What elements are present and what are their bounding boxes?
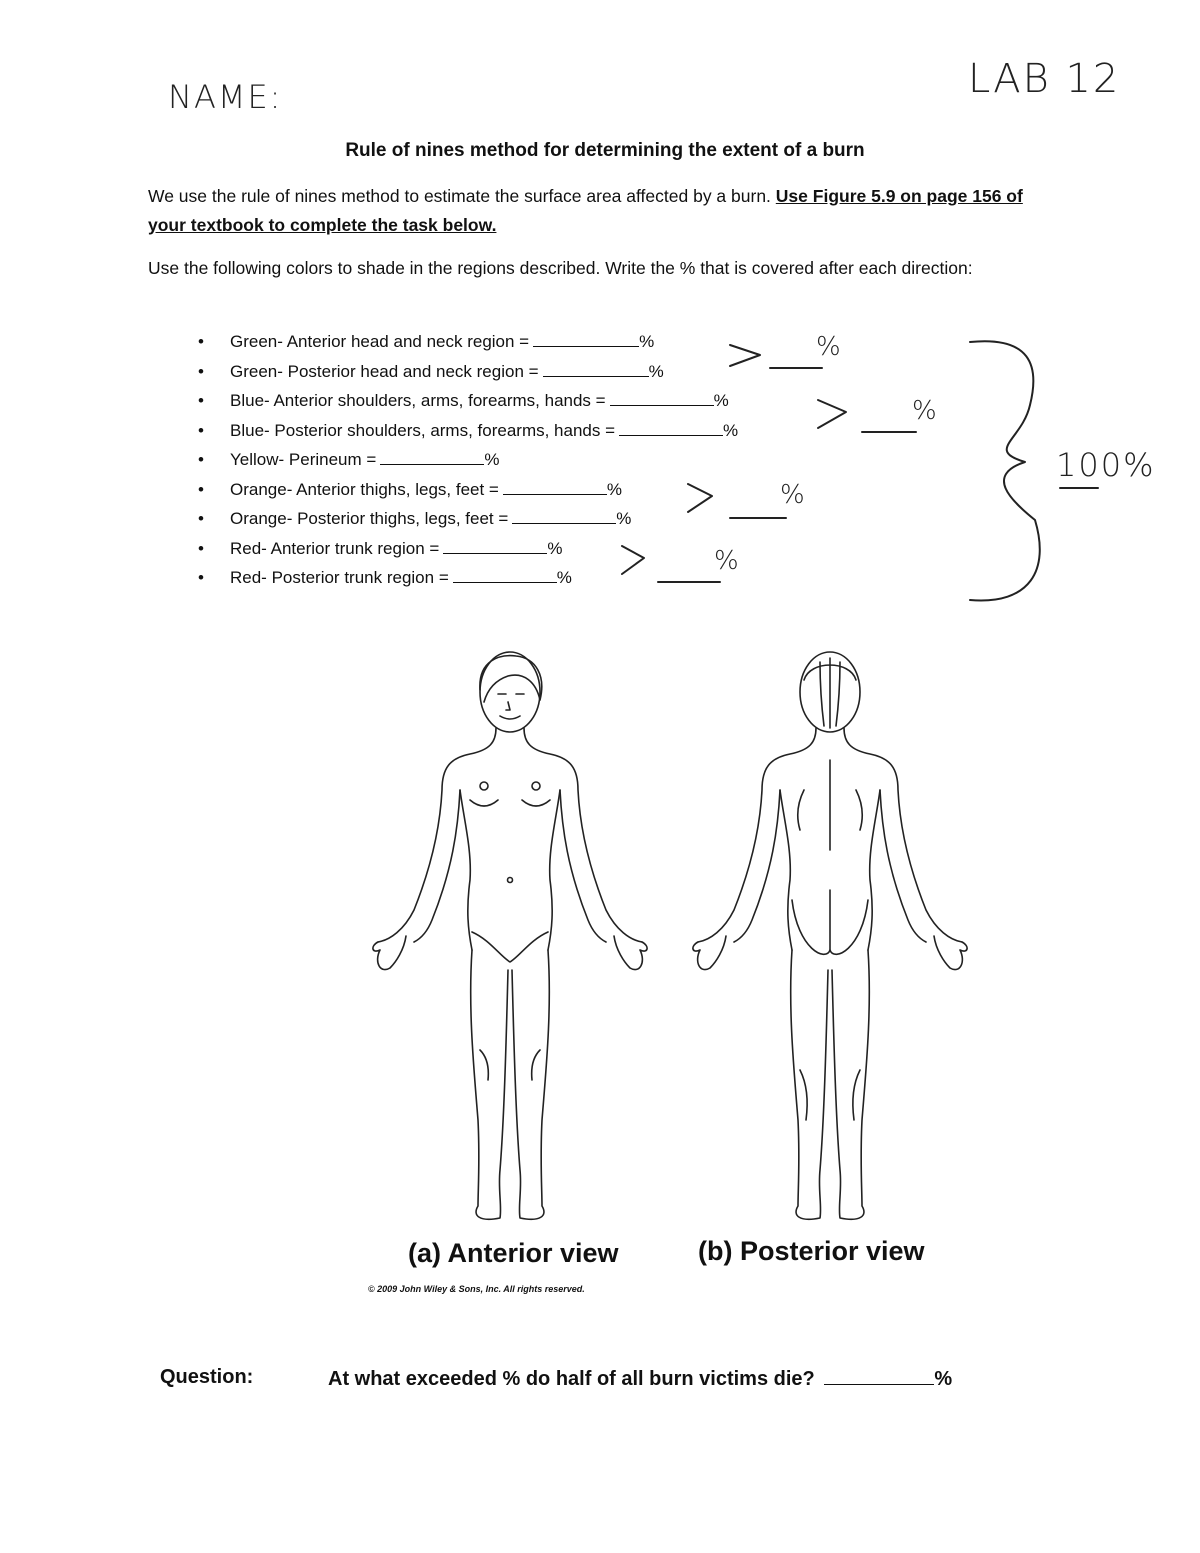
task-label: Blue- Posterior shoulders, arms, forearms, hands = xyxy=(230,420,616,440)
question-answer-blank[interactable] xyxy=(824,1366,934,1385)
copyright-notice: © 2009 John Wiley & Sons, Inc. All rights reserved. xyxy=(368,1284,585,1294)
question-row xyxy=(328,1366,952,1391)
page-title: Rule of nines method for determining the extent of a burn xyxy=(345,140,865,161)
task-label: Red- Posterior trunk region = xyxy=(230,568,449,587)
anterior-body xyxy=(373,652,647,1219)
caption-posterior-view: (b) Posterior view xyxy=(698,1236,925,1266)
lab-number-label: LAB 12 xyxy=(968,56,1121,102)
anterior-torso xyxy=(378,728,496,942)
intro-underlined-text: Use Figure 5.9 on page 156 of your textbook to complete the task below. xyxy=(148,186,1023,235)
percent-unit: % xyxy=(713,391,729,410)
handwritten-total: 100% xyxy=(1056,446,1156,484)
task-item: • Green- Anterior head and neck region = % xyxy=(198,327,738,357)
task-label: Red- Anterior trunk region = xyxy=(230,538,440,558)
percent-unit: % xyxy=(556,568,572,587)
percent-unit: % xyxy=(484,450,500,469)
task-label: Green- Anterior head and neck region = xyxy=(230,332,530,351)
task-item: • Red- Anterior trunk region = % xyxy=(198,534,738,564)
instructions-paragraph: Use the following colors to shade in the regions described. Write the % that is covered after each direction: xyxy=(148,258,973,278)
anterior-right-leg xyxy=(512,950,549,1219)
handwritten-percent: % xyxy=(816,332,843,362)
curly-brace xyxy=(970,341,1040,600)
name-label: NAME: xyxy=(168,78,283,116)
greater-than-mark xyxy=(730,345,760,366)
posterior-left-hand xyxy=(693,936,726,970)
posterior-right-hand xyxy=(934,936,967,970)
percent-unit: % xyxy=(616,509,632,528)
percent-unit: % xyxy=(547,538,563,558)
body-figure xyxy=(360,650,1000,1230)
intro-text: We use the rule of nines method to estimate the surface area affected by a burn. xyxy=(148,186,771,206)
task-label: Blue- Anterior shoulders, arms, forearms, hands = xyxy=(230,391,606,410)
question-unit: % xyxy=(934,1368,953,1390)
anterior-left-hand xyxy=(373,936,406,970)
task-item: • Orange- Posterior thighs, legs, feet = % xyxy=(198,504,738,534)
percent-unit: % xyxy=(648,361,664,381)
task-item: • Yellow- Perineum = % xyxy=(198,445,738,475)
task-item: • Green- Posterior head and neck region = % xyxy=(198,357,738,387)
task-item: • Blue- Posterior shoulders, arms, forearms, hands = % xyxy=(198,416,738,446)
task-item: • Blue- Anterior shoulders, arms, forearms, hands = % xyxy=(198,386,738,416)
greater-than-mark xyxy=(622,546,644,574)
handwritten-percent: % xyxy=(714,546,741,576)
handwritten-percent: % xyxy=(912,396,939,426)
task-label: Yellow- Perineum = xyxy=(230,450,377,469)
anterior-hair xyxy=(480,656,542,702)
percent-unit: % xyxy=(723,420,739,440)
posterior-torso xyxy=(698,728,816,942)
handwritten-percent: % xyxy=(780,480,807,510)
anterior-right-hand xyxy=(614,936,647,970)
task-item: • Red- Posterior trunk region = % xyxy=(198,563,738,593)
percent-unit: % xyxy=(639,332,655,351)
anterior-perineum xyxy=(472,932,548,962)
caption-anterior-view: (a) Anterior view xyxy=(408,1238,619,1268)
task-label: Orange- Anterior thighs, legs, feet = xyxy=(230,479,499,499)
task-label: Orange- Posterior thighs, legs, feet = xyxy=(230,509,509,528)
posterior-right-leg xyxy=(832,950,869,1219)
task-label: Green- Posterior head and neck region = xyxy=(230,361,539,381)
anterior-left-leg xyxy=(471,950,508,1219)
task-item: • Orange- Anterior thighs, legs, feet = % xyxy=(198,475,738,505)
posterior-body xyxy=(693,652,967,1219)
question-text: At what exceeded % do half of all burn victims die? xyxy=(328,1368,815,1390)
greater-than-mark xyxy=(688,484,712,512)
handwritten-annotations xyxy=(0,0,1200,640)
percent-unit: % xyxy=(606,479,622,499)
question-label: Question: xyxy=(160,1366,254,1388)
posterior-left-leg xyxy=(791,950,828,1219)
greater-than-mark xyxy=(818,400,846,428)
